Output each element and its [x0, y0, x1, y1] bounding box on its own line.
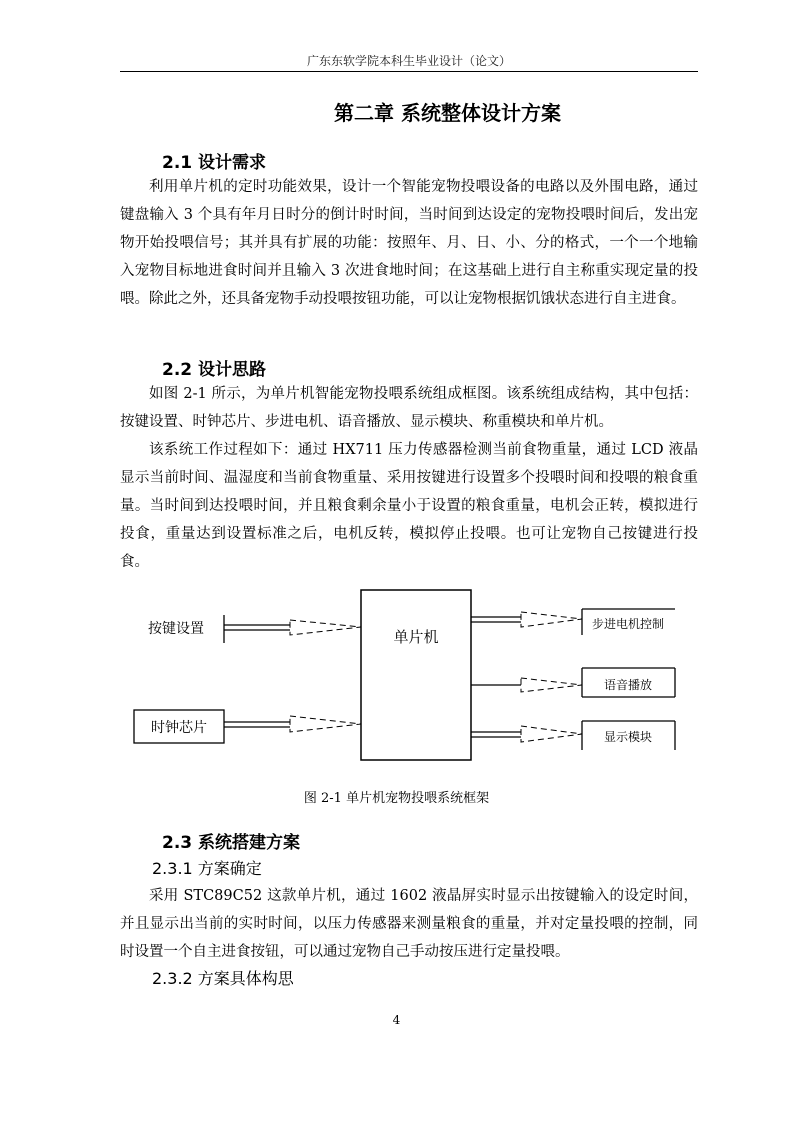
subsection-heading-2-3-2: 2.3.2 方案具体构思: [152, 969, 294, 988]
chapter-title: 第二章 系统整体设计方案: [334, 101, 561, 125]
motor-label: 步进电机控制: [591, 617, 665, 631]
section-heading-2-2: 2.2 设计思路: [162, 360, 267, 380]
mcu-box: [361, 590, 471, 760]
arrow-key-to-mcu: [290, 620, 361, 635]
paragraph-design-requirements: 利用单片机的定时功能效果，设计一个智能宠物投喂设备的电路以及外围电路，通过键盘输入 3 个具有年月日时分的倒计时时间，当时间到达设定的宠物投喂时间后，发出宠物开始投喂信号；其并具有扩展的功能：按照年、月、日、小、分的格式，一个一个地输入宠物目标地进食时间并且输入 3 次进食地时间；在这基础上进行自主称重实现定量的投喂。除此之外，还具备宠物手动投喂按钮功能，可以让宠物根据饥饿状态进行自主进食。: [120, 179, 698, 307]
mcu-label: 单片机: [393, 628, 439, 646]
section-heading-2-1: 2.1 设计需求: [162, 153, 267, 173]
display-label: 显示模块: [603, 730, 653, 744]
section-heading-2-3: 2.3 系统搭建方案: [162, 833, 301, 853]
subsection-heading-2-3-1: 2.3.1 方案确定: [152, 859, 262, 878]
figure-caption: 图 2-1 单片机宠物投喂系统框架: [303, 791, 490, 806]
voice-label: 语音播放: [603, 678, 653, 692]
page-header: 广东东软学院本科生毕业设计（论文）: [306, 54, 511, 68]
arrow-mcu-to-display: [521, 726, 582, 742]
header-rule: [120, 71, 698, 72]
arrow-mcu-to-motor: [521, 612, 582, 627]
arrow-mcu-to-voice: [521, 678, 582, 692]
paragraph-scheme: 采用 STC89C52 这款单片机，通过 1602 液晶屏实时显示出按键输入的设定时间，并且显示出当前的实时时间，以压力传感器来测量粮食的重量，并对定量投喂的控制，同时设置一个自主进食按钮，可以通过宠物自己手动按压进行定量投喂。: [120, 888, 698, 960]
paragraph-design-idea-2: 该系统工作过程如下：通过 HX711 压力传感器检测当前食物重量，通过 LCD 液晶显示当前时间、温湿度和当前食物重量、采用按键进行设置多个投喂时间和投喂的粮食重量。当时间到达投喂时间，并且粮食剩余量小于设置的粮食重量，电机会正转，模拟进行投食，重量达到设置标准之后，电机反转，模拟停止投喂。也可让宠物自己按键进行投食。: [120, 442, 698, 570]
arrow-clock-to-mcu: [290, 716, 361, 732]
paragraph-design-idea-1: 如图 2-1 所示，为单片机智能宠物投喂系统组成框图。该系统组成结构，其中包括：按键设置、时钟芯片、步进电机、语音播放、显示模块、称重模块和单片机。: [120, 386, 698, 430]
key-setting-label: 按键设置: [148, 621, 204, 637]
system-block-diagram: [120, 585, 700, 765]
clock-chip-label: 时钟芯片: [151, 720, 207, 736]
page-number: 4: [392, 1013, 401, 1027]
